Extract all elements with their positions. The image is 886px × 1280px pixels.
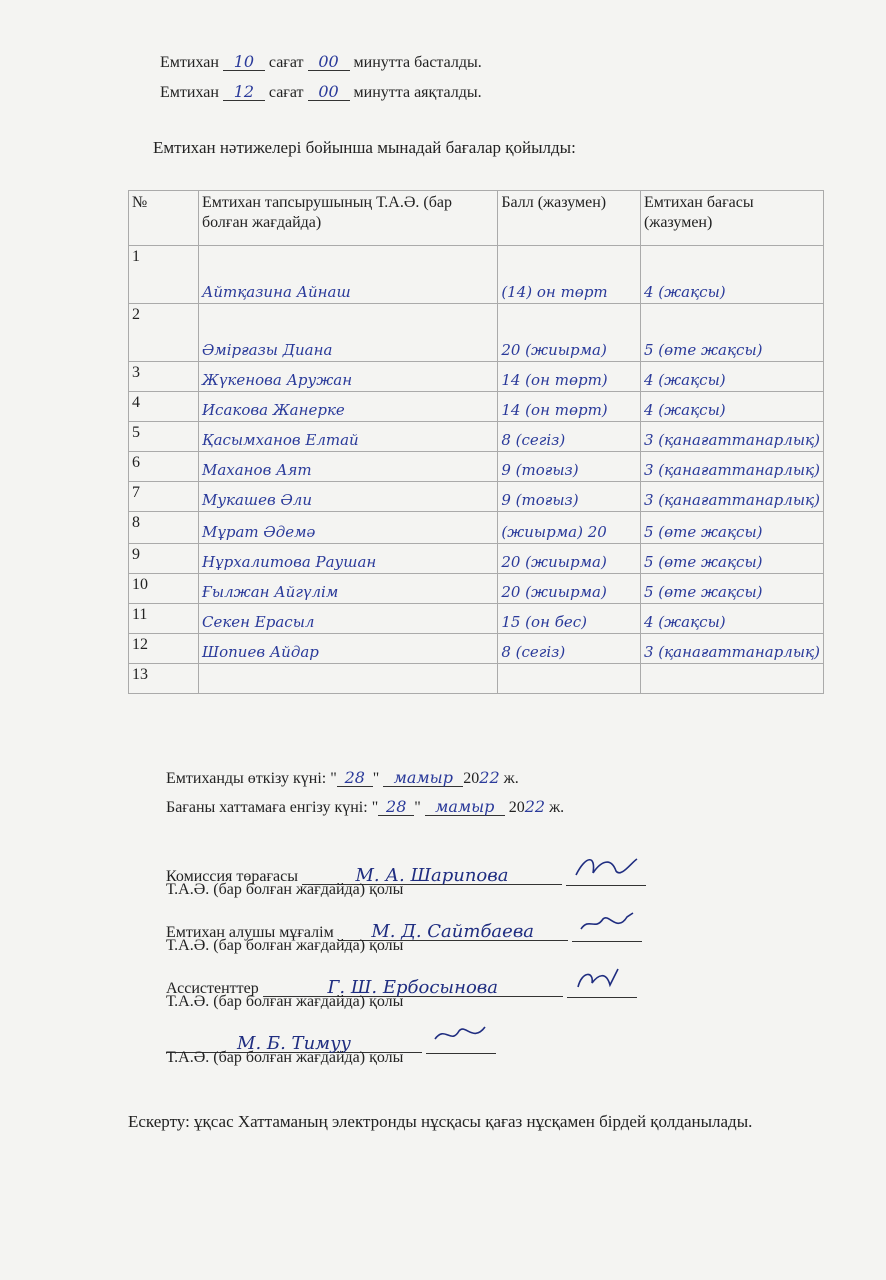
entry-date-label: Бағаны хаттамаға енгізу күні: " xyxy=(166,799,379,816)
exam-day: 28 xyxy=(337,770,373,787)
row-score: 20 (жиырма) xyxy=(498,574,641,604)
table-row xyxy=(129,574,824,604)
entry-date-line: Бағаны хаттамаға енгізу күні: " 28 " мамыр 2022 ж. xyxy=(166,797,565,816)
end-suffix: минутта аяқталды. xyxy=(353,84,482,101)
row-grade: 4 (жақсы) xyxy=(640,246,823,304)
row-student-name: Мұрат Әдемә xyxy=(198,512,497,544)
row-score: 14 (он төрт) xyxy=(498,392,641,422)
col-header-score: Балл (жазумен) xyxy=(498,191,641,246)
start-suffix: минутта басталды. xyxy=(353,54,482,71)
row-number: 3 xyxy=(129,362,199,392)
table-row xyxy=(129,512,824,544)
entry-day: 28 xyxy=(378,799,414,816)
chair-signature xyxy=(566,853,646,886)
exam-start-line xyxy=(160,54,482,72)
table-row xyxy=(129,362,824,392)
examiner-caption: Т.А.Ә. (бар болған жағдайда) қолы xyxy=(166,937,404,954)
row-number: 8 xyxy=(129,512,199,544)
row-grade: 4 (жақсы) xyxy=(640,604,823,634)
entry-date-end: ж. xyxy=(549,799,565,816)
signature-mark xyxy=(431,1021,491,1049)
assistants-label: Ассистенттер xyxy=(166,980,259,997)
col-header-number: № xyxy=(129,191,199,246)
row-number: 5 xyxy=(129,422,199,452)
table-row xyxy=(129,482,824,512)
examiner-name: М. Д. Сайтбаева xyxy=(338,924,568,941)
row-student-name: Мукашев Әли xyxy=(198,482,497,512)
row-grade: 3 (қанағаттанарлық) xyxy=(640,482,823,512)
signature-mark xyxy=(577,909,637,937)
end-prefix: Емтихан xyxy=(160,84,219,101)
row-number: 10 xyxy=(129,574,199,604)
row-score: 9 (тоғыз) xyxy=(498,482,641,512)
row-student-name: Исакова Жанерке xyxy=(198,392,497,422)
row-score: 14 (он төрт) xyxy=(498,362,641,392)
assistant2-signature xyxy=(426,1021,496,1054)
row-score: 15 (он бес) xyxy=(498,604,641,634)
row-grade: 3 (қанағаттанарлық) xyxy=(640,452,823,482)
row-grade: 5 (өте жақсы) xyxy=(640,544,823,574)
row-number: 6 xyxy=(129,452,199,482)
table-header-row xyxy=(129,191,824,246)
examiner-label: Емтихан алушы мұғалім xyxy=(166,924,334,941)
exam-date-label: Емтиханды өткізу күні: " xyxy=(166,770,337,787)
row-grade: 5 (өте жақсы) xyxy=(640,304,823,362)
row-student-name: Жүкенова Аружан xyxy=(198,362,497,392)
row-score: 8 (сегіз) xyxy=(498,634,641,664)
row-grade xyxy=(640,664,823,694)
row-student-name: Маханов Аят xyxy=(198,452,497,482)
row-score xyxy=(498,664,641,694)
row-student-name: Ғылжан Айгүлім xyxy=(198,574,497,604)
row-number: 12 xyxy=(129,634,199,664)
row-student-name: Нұрхалитова Раушан xyxy=(198,544,497,574)
footnote: Ескерту: ұқсас Хаттаманың электронды нұсқасы қағаз нұсқамен бірдей қолданылады. xyxy=(128,1112,753,1131)
entry-month: мамыр xyxy=(425,799,505,816)
end-hour: 12 xyxy=(223,84,265,101)
row-grade: 3 (қанағаттанарлық) xyxy=(640,634,823,664)
end-mid: сағат xyxy=(268,84,304,101)
row-score: 8 (сегіз) xyxy=(498,422,641,452)
table-row xyxy=(129,452,824,482)
examiner-signature xyxy=(572,909,642,942)
col-header-grade: Емтихан бағасы (жазумен) xyxy=(640,191,823,246)
results-table xyxy=(128,190,824,694)
entry-year-prefix: 20 xyxy=(508,799,525,816)
row-student-name xyxy=(198,664,497,694)
exam-date-line: Емтиханды өткізу күні: " 28 " мамыр 2022 ж. xyxy=(166,768,519,787)
assistant2-name: М. Б. Тимуу xyxy=(166,1036,422,1053)
table-row xyxy=(129,422,824,452)
row-number: 4 xyxy=(129,392,199,422)
entry-year-suffix: 22 xyxy=(524,797,546,816)
table-row xyxy=(129,544,824,574)
row-student-name: Әмірғазы Диана xyxy=(198,304,497,362)
row-student-name: Секен Ерасыл xyxy=(198,604,497,634)
row-number: 13 xyxy=(129,664,199,694)
chair-caption: Т.А.Ә. (бар болған жағдайда) қолы xyxy=(166,881,404,898)
row-grade: 5 (өте жақсы) xyxy=(640,512,823,544)
chair-label: Комиссия төрағасы xyxy=(166,868,298,885)
start-mid: сағат xyxy=(268,54,304,71)
end-minute: 00 xyxy=(308,84,350,101)
row-number: 11 xyxy=(129,604,199,634)
row-grade: 3 (қанағаттанарлық) xyxy=(640,422,823,452)
table-row xyxy=(129,246,824,304)
row-score: 20 (жиырма) xyxy=(498,304,641,362)
signature-mark xyxy=(571,853,641,881)
row-student-name: Қасымханов Елтай xyxy=(198,422,497,452)
row-number: 2 xyxy=(129,304,199,362)
start-prefix: Емтихан xyxy=(160,54,219,71)
row-score: (14) он төрт xyxy=(498,246,641,304)
start-hour: 10 xyxy=(223,54,265,71)
col-header-name: Емтихан тапсырушының Т.А.Ә. (бар болған жағдайда) xyxy=(198,191,497,246)
table-row xyxy=(129,304,824,362)
row-student-name: Шопиев Айдар xyxy=(198,634,497,664)
start-minute: 00 xyxy=(308,54,350,71)
exam-year-prefix: 20 xyxy=(463,770,480,787)
assistant2-caption: Т.А.Ә. (бар болған жағдайда) қолы xyxy=(166,1049,404,1066)
signature-mark xyxy=(572,965,632,993)
table-row xyxy=(129,604,824,634)
exam-end-line xyxy=(160,84,482,102)
row-score: 9 (тоғыз) xyxy=(498,452,641,482)
assistant1-caption: Т.А.Ә. (бар болған жағдайда) қолы xyxy=(166,993,404,1010)
row-number: 9 xyxy=(129,544,199,574)
exam-month: мамыр xyxy=(383,770,463,787)
row-score: 20 (жиырма) xyxy=(498,544,641,574)
assistant1-name: Г. Ш. Ербосынова xyxy=(263,980,563,997)
results-intro: Емтихан нәтижелері бойынша мынадай бағалар қойылды: xyxy=(153,138,576,157)
table-row xyxy=(129,392,824,422)
row-grade: 5 (өте жақсы) xyxy=(640,574,823,604)
row-student-name: Айтқазина Айнаш xyxy=(198,246,497,304)
chair-name: М. А. Шарипова xyxy=(302,868,562,885)
row-number: 7 xyxy=(129,482,199,512)
row-number: 1 xyxy=(129,246,199,304)
assistant1-signature xyxy=(567,965,637,998)
table-row xyxy=(129,664,824,694)
row-grade: 4 (жақсы) xyxy=(640,392,823,422)
exam-year-suffix: 22 xyxy=(479,768,500,787)
row-score: (жиырма) 20 xyxy=(498,512,641,544)
table-row xyxy=(129,634,824,664)
row-grade: 4 (жақсы) xyxy=(640,362,823,392)
exam-date-end: ж. xyxy=(503,770,519,787)
